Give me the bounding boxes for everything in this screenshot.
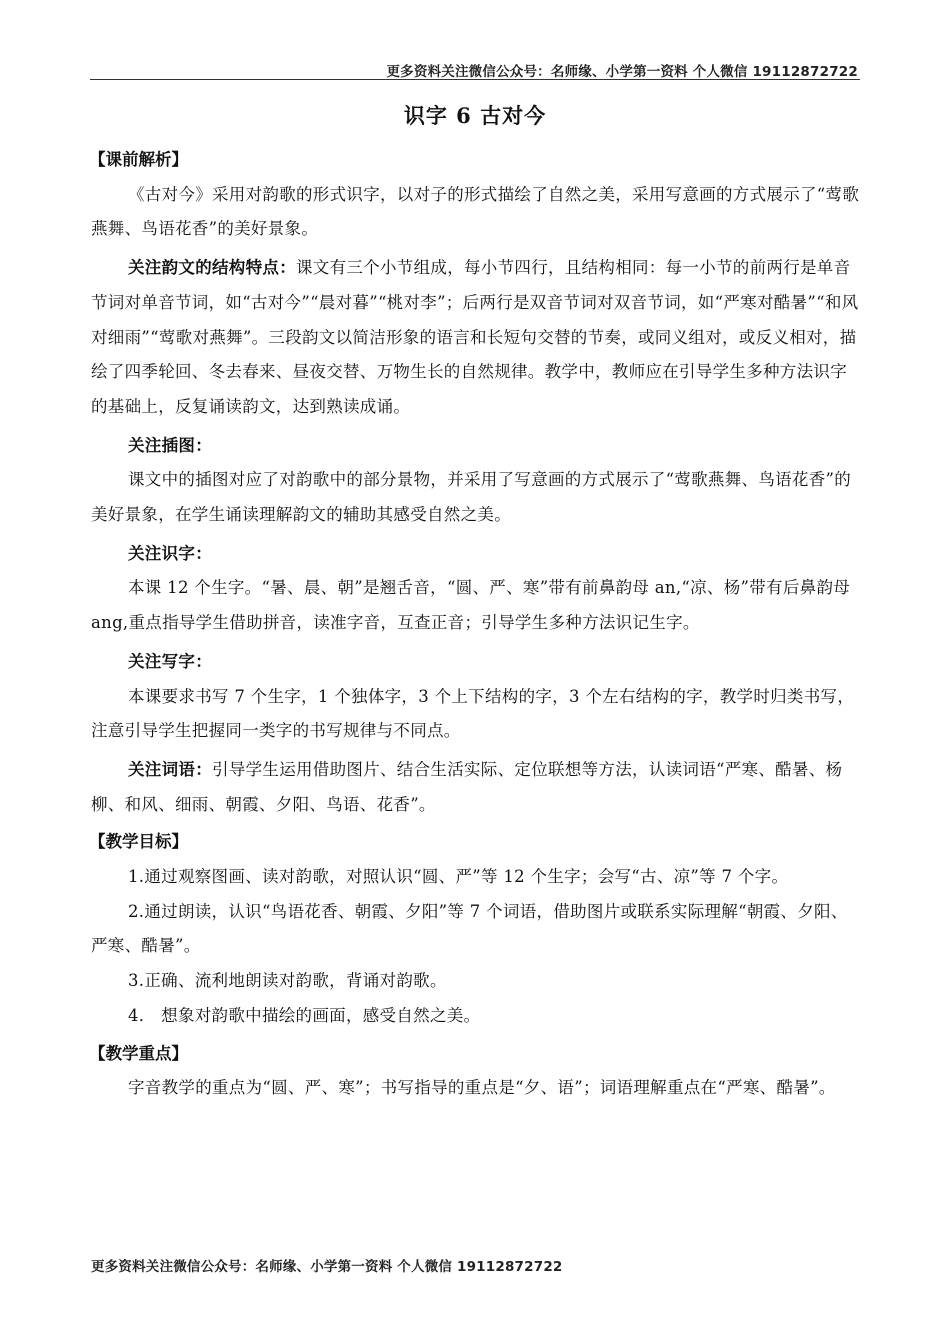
structure-paragraph [91, 251, 861, 425]
words-paragraph [91, 753, 861, 822]
literacy-text: 本课 12 个生字。“暑、晨、朝”是翘舌音，“圆、严、寒”带有前鼻韵母 an,“凉、杨”带有后鼻韵母 ang,重点指导学生借助拼音，读准字音，互查正音；引导学生多种方法识记生字。 [91, 578, 851, 633]
literacy-label: 关注识字： [128, 543, 212, 563]
header-divider [90, 79, 860, 80]
structure-text: 课文有三个小节组成，每小节四行，且结构相同：每一小节的前两行是单音节词对单音节词，如“古对今”“晨对暮”“桃对李”；后两行是双音节词对双音节词，如“严寒对酷暑”“和风对细雨”“莺歌对燕舞”。三段韵文以简洁形象的语言和长短句交替的节奏，或同义组对，或反义相对，描绘了四季轮回、冬去春来、昼夜交替、万物生长的自然规律。教学中，教师应在引导学生多种方法识字的基础上，反复诵读韵文，达到熟读成诵。 [91, 258, 859, 416]
document-body [91, 140, 861, 1106]
section-heading-key-points: 【教学重点】 [89, 1043, 188, 1063]
goal-item: 3.正确、流利地朗读对韵歌，背诵对韵歌。 [128, 971, 447, 991]
illustration-text: 课文中的插图对应了对韵歌中的部分景物，并采用了写意画的方式展示了“莺歌燕舞、鸟语花香”的美好景象，在学生诵读理解韵文的辅助其感受自然之美。 [91, 470, 852, 525]
header-text: 更多资料关注微信公众号：名师缘、小学第一资料 个人微信 19112872722 [386, 64, 858, 80]
writing-text: 本课要求书写 7 个生字，1 个独体字，3 个上下结构的字，3 个左右结构的字，教学时归类书写，注意引导学生把握同一类字的书写规律与不同点。 [91, 686, 855, 741]
words-text: 引导学生运用借助图片、结合生活实际、定位联想等方法，认读词语“严寒、酷暑、杨柳、和风、细雨、朝霞、夕阳、鸟语、花香”。 [91, 759, 843, 814]
goal-item: 4． 想象对韵歌中描绘的画面，感受自然之美。 [128, 1005, 481, 1025]
illustration-label: 关注插图： [128, 435, 212, 455]
words-label: 关注词语： [128, 759, 212, 779]
section-heading-analysis: 【课前解析】 [89, 150, 188, 169]
key-points-text: 字音教学的重点为“圆、严、寒”；书写指导的重点是“夕、语”；词语理解重点在“严寒、酷暑”。 [128, 1078, 836, 1098]
goal-item: 1.通过观察图画、读对韵歌，对照认识“圆、严”等 12 个生字；会写“古、凉”等 7 个字。 [128, 867, 789, 887]
analysis-intro: 《古对今》采用对韵歌的形式识字，以对子的形式描绘了自然之美，采用写意画的方式展示了“莺歌燕舞、鸟语花香”的美好景象。 [91, 184, 860, 239]
goal-item: 2.通过朗读，认识“鸟语花香、朝霞、夕阳”等 7 个词语，借助图片或联系实际理解“朝霞、夕阳、严寒、酷暑”。 [91, 901, 848, 956]
page-title: 识字 6 古对今 [403, 103, 547, 128]
footer-text: 更多资料关注微信公众号：名师缘、小学第一资料 个人微信 19112872722 [91, 1259, 563, 1275]
writing-label: 关注写字： [128, 651, 212, 671]
structure-label: 关注韵文的结构特点： [128, 258, 296, 278]
section-heading-goals: 【教学目标】 [89, 832, 188, 852]
